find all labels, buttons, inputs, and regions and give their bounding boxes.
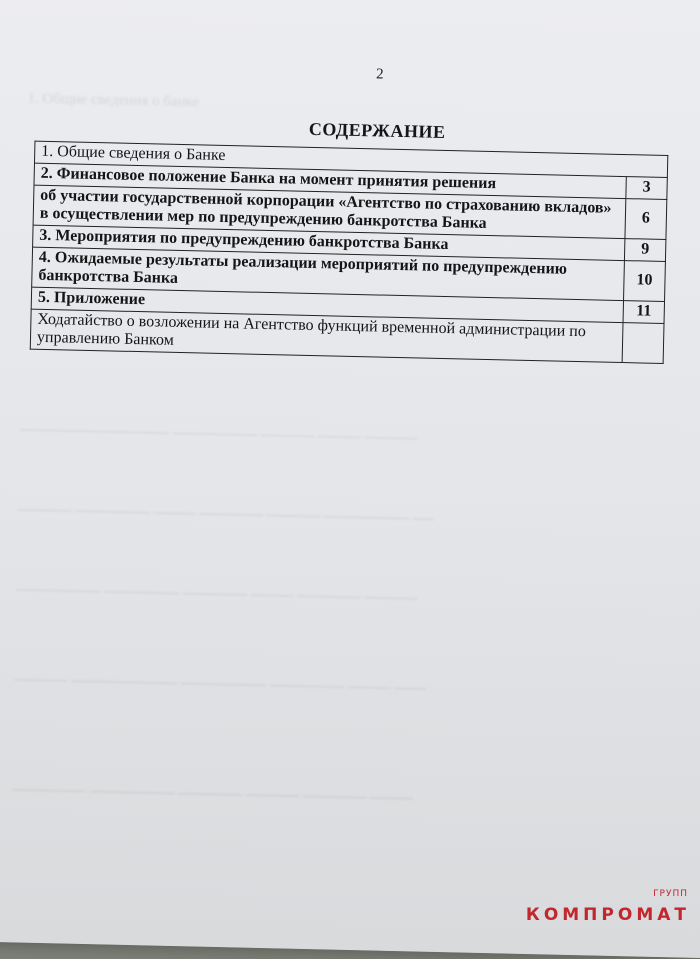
- toc-item-label: 4. Ожидаемые результаты реализации мероприятий по предупреждению банкротства Банка: [32, 247, 625, 300]
- toc-item-page: 3: [626, 177, 667, 200]
- toc-item-label: об участии государственной корпорации «Агентство по страхованию вкладов» в осуществлении мер по предупреждению банкротства Банка: [33, 185, 626, 238]
- toc-item-page: 10: [624, 261, 666, 302]
- toc-item-page: 6: [625, 199, 667, 240]
- toc-item-label: 1. Общие сведения о Банке: [34, 141, 667, 177]
- watermark-small-text: ГРУПП: [653, 889, 688, 899]
- toc-item-label: 2. Финансовое положение Банка на момент принятия решения: [34, 163, 626, 198]
- toc-item-page: [622, 323, 664, 364]
- page-title: СОДЕРЖАНИЕ: [308, 118, 446, 142]
- bleed-through-text: 1. Общие сведения о банке: [27, 90, 200, 111]
- toc-item-label: 3. Мероприятия по предупреждению банкротства Банка: [33, 225, 625, 260]
- toc-item-label: Ходатайство о возложении на Агентство функций временной администрации по управлению Банком: [30, 309, 623, 362]
- toc-table: [30, 141, 669, 364]
- toc-item-page: 11: [623, 301, 664, 324]
- bleed-through-text: ─────── ──────── ────── ───── ────── ────: [11, 782, 414, 808]
- bleed-through-text: ───── ─────── ──── ────── ───── ──────── ──: [17, 502, 434, 528]
- toc-item-label: 5. Приложение: [31, 287, 623, 322]
- watermark-main-text: КОМПРОМАТ: [525, 905, 690, 925]
- bleed-through-text: ────────────── ──────── ───── ──── ─────: [19, 422, 418, 448]
- page-number: 2: [375, 66, 384, 83]
- toc-item-page: 9: [624, 239, 665, 262]
- bleed-through-text: ──────── ─────── ────── ──── ────── ─────: [16, 582, 418, 608]
- bleed-through-text: ───── ────────── ──────── ─────── ──── ───: [14, 672, 427, 698]
- watermark-logo: [520, 889, 690, 925]
